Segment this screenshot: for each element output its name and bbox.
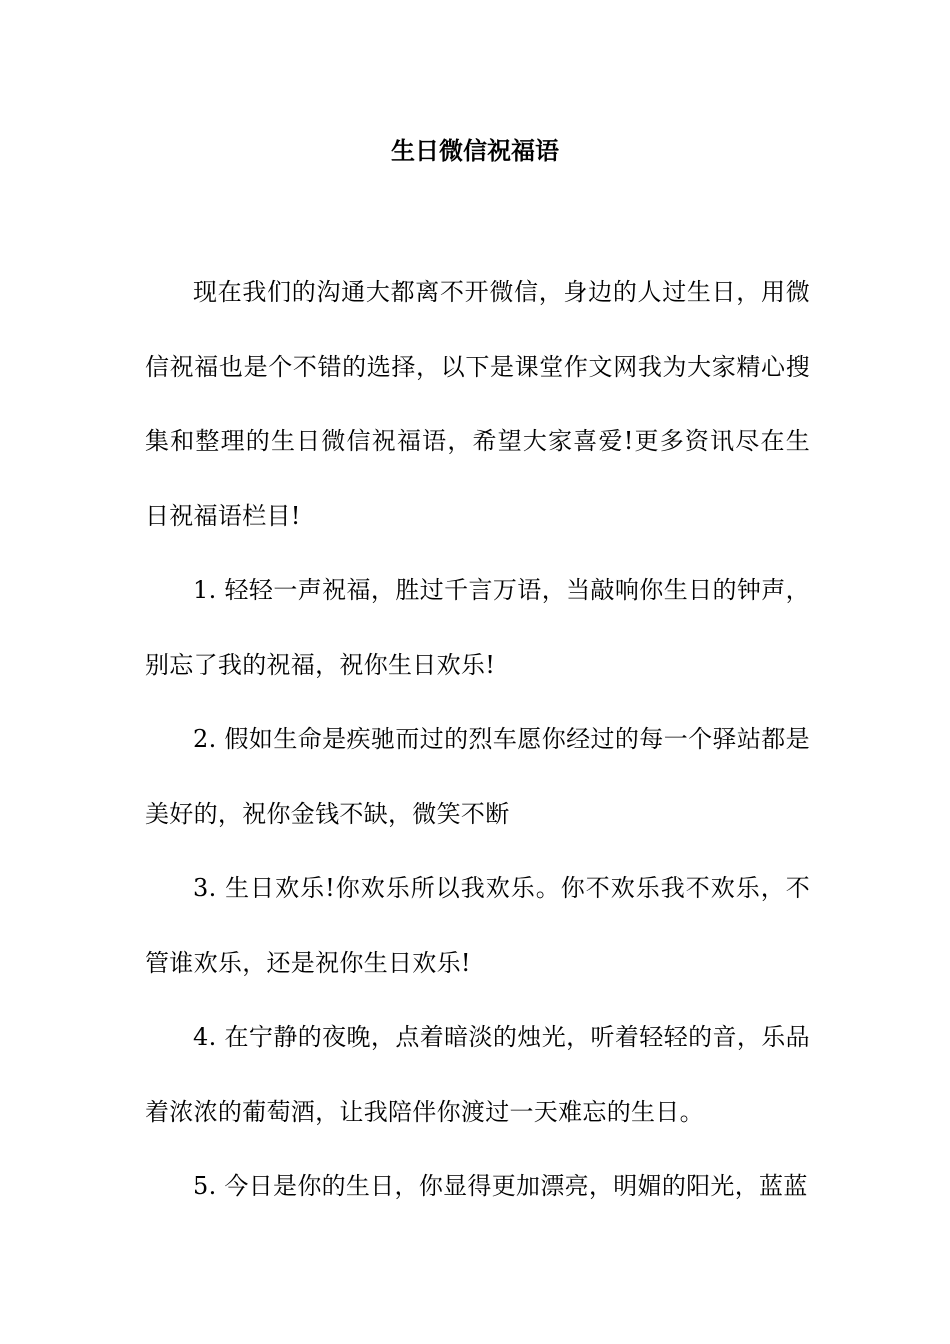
wish-paragraph-4: 4. 在宁静的夜晚，点着暗淡的烛光，听着轻轻的音，乐品着浓浓的葡萄酒，让我陪伴你渡过一天难忘的生日。 bbox=[145, 1023, 810, 1126]
wish-paragraph-2: 2. 假如生命是疾驰而过的烈车愿你经过的每一个驿站都是美好的，祝你金钱不缺，微笑不断 bbox=[145, 725, 810, 828]
wish-paragraph-1: 1. 轻轻一声祝福，胜过千言万语，当敲响你生日的钟声，别忘了我的祝福，祝你生日欢乐! bbox=[145, 576, 810, 679]
wish-paragraph-5: 5. 今日是你的生日，你显得更加漂亮，明媚的阳光，蓝蓝 bbox=[193, 1172, 808, 1200]
intro-paragraph: 现在我们的沟通大都离不开微信，身边的人过生日，用微信祝福也是个不错的选择，以下是课堂作文网我为大家精心搜集和整理的生日微信祝福语，希望大家喜爱!更多资讯尽在生日祝福语栏目! bbox=[145, 278, 810, 530]
document-body bbox=[145, 255, 810, 1224]
document-title: 生日微信祝福语 bbox=[391, 137, 559, 165]
wish-paragraph-3: 3. 生日欢乐!你欢乐所以我欢乐。你不欢乐我不欢乐，不管谁欢乐，还是祝你生日欢乐! bbox=[145, 874, 810, 977]
